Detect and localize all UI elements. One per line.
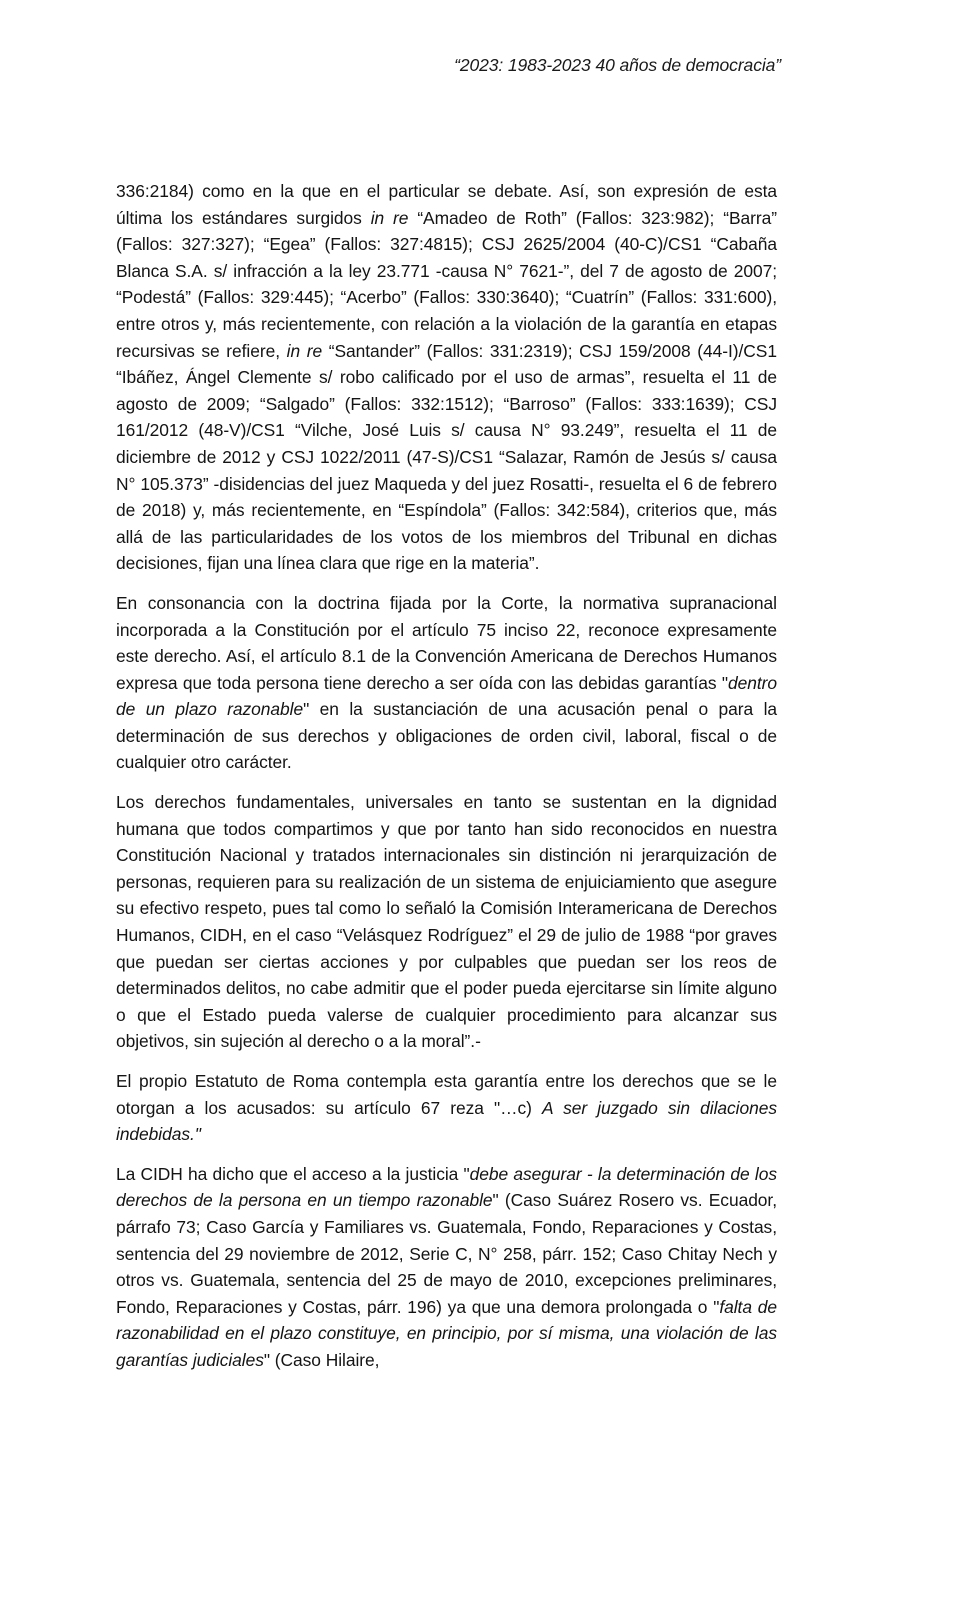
text-segment: En consonancia con la doctrina fijada por la Corte, la normativa supranacional incorporada a la Constitución por el artículo 75 inciso 22, reconoce expresamente este derecho. Así, el artículo 8.1 de la Convención Americana de Derechos Humanos expresa que toda persona tiene derecho a ser oída con las debidas garantías " — [116, 592, 777, 693]
text-segment: 336:2184) como en la que en el particular se debate. Así, son expresión de esta última los estándares surgidos — [116, 181, 777, 228]
text-segment: “Amadeo de Roth” (Fallos: 323:982); “Barra” (Fallos: 327:327); “Egea” (Fallos: 327:4815); CSJ 2625/2004 (40-C)/CS1 “Cabaña Blanca S.A. s/ infracción a la ley 23.771 -causa N° 7621-”, del 7 de agosto de 2007; “Podestá” (Fallos: 329:445); “Acerbo” (Fallos: 330:3640); “Cuatrín” (Fallos: 331:600), entre otros y, más recientemente, con relación a la violación de la garantía en etapas recursivas se refiere, — [116, 207, 777, 361]
text-segment: La CIDH ha dicho que el acceso a la justicia " — [116, 1163, 470, 1184]
text-segment: " en la sustanciación de una acusación penal o para la determinación de sus derechos y obligaciones de orden civil, laboral, fiscal o de cualquier otro carácter. — [116, 699, 778, 773]
paragraph-fundamental-rights — [116, 789, 777, 1055]
text-segment-italic: A ser juzgado sin dilaciones indebidas." — [116, 1097, 777, 1145]
text-segment: Los derechos fundamentales, universales en tanto se sustentan en la dignidad humana que todos compartimos y que por tanto han sido reconocidos en nuestra Constitución Nacional y tratados internacionales sin distinción ni jerarquización de personas, requieren para su realización de un sistema de enjuiciamiento que asegure su efectivo respeto, pues tal como lo señaló la Comisión Interamericana de Derechos Humanos, CIDH, en el caso “Velásquez Rodríguez” el 29 de julio de 1988 “por graves que puedan ser ciertas acciones y por culpables que puedan ser los reos de determinados delitos, no cabe admitir que el poder pueda ejercitarse sin límite alguno o que el Estado pueda valerse de cualquier procedimiento para alcanzar sus objetivos, sin sujeción al derecho o a la moral”.- — [116, 792, 777, 1052]
document-body — [116, 178, 777, 1387]
text-segment: " (Caso Hilaire, — [263, 1349, 380, 1370]
paragraph-rome-statute — [116, 1068, 777, 1148]
paragraph-jurisprudence — [116, 178, 777, 577]
text-segment-italic: dentro de un plazo razonable — [116, 672, 777, 720]
text-segment: " (Caso Suárez Rosero vs. Ecuador, párrafo 73; Caso García y Familiares vs. Guatemala, Fondo, Reparaciones y Costas, sentencia del 29 noviembre de 2012, Serie C, N° 258, párr. 152; Caso Chitay Nech y otros vs. Guatemala, sentencia del 25 de mayo de 2010, excepciones preliminares, Fondo, Reparaciones y Costas, párr. 196) ya que una demora prolongada o " — [116, 1190, 777, 1317]
text-segment-italic: debe asegurar - la determinación de los derechos de la persona en un tiempo razonable — [116, 1163, 777, 1211]
paragraph-cidh — [116, 1161, 777, 1374]
text-segment-italic: in re — [370, 207, 409, 228]
paragraph-supranational-norms — [116, 590, 777, 776]
text-segment-italic: falta de razonabilidad en el plazo constituye, en principio, por sí misma, una violación de las garantías judiciales — [116, 1296, 777, 1370]
text-segment: El propio Estatuto de Roma contempla esta garantía entre los derechos que se le otorgan a los acusados: su artículo 67 reza "…c) — [116, 1071, 777, 1118]
text-segment-italic: in re — [286, 340, 323, 361]
text-segment: “Santander” (Fallos: 331:2319); CSJ 159/2008 (44-I)/CS1 “Ibáñez, Ángel Clemente s/ robo calificado por el uso de armas”, resuelta el 11 de agosto de 2009; “Salgado” (Fallos: 332:1512); “Barroso” (Fallos: 333:1639); CSJ 161/2012 (48-V)/CS1 “Vilche, José Luis s/ causa N° 93.249”, resuelta el 11 de diciembre de 2012 y CSJ 1022/2011 (47-S)/CS1 “Salazar, Ramón de Jesús s/ causa N° 105.373” -disidencias del juez Maqueda y del juez Rosatti-, resuelta el 6 de febrero de 2018) y, más recientemente, en “Espíndola” (Fallos: 342:584), criterios que, más allá de las particularidades de los votos de los miembros del Tribunal en dichas decisiones, fijan una línea clara que rige en la materia”. — [116, 340, 777, 574]
page-header-motto: “2023: 1983-2023 40 años de democracia” — [454, 55, 781, 75]
